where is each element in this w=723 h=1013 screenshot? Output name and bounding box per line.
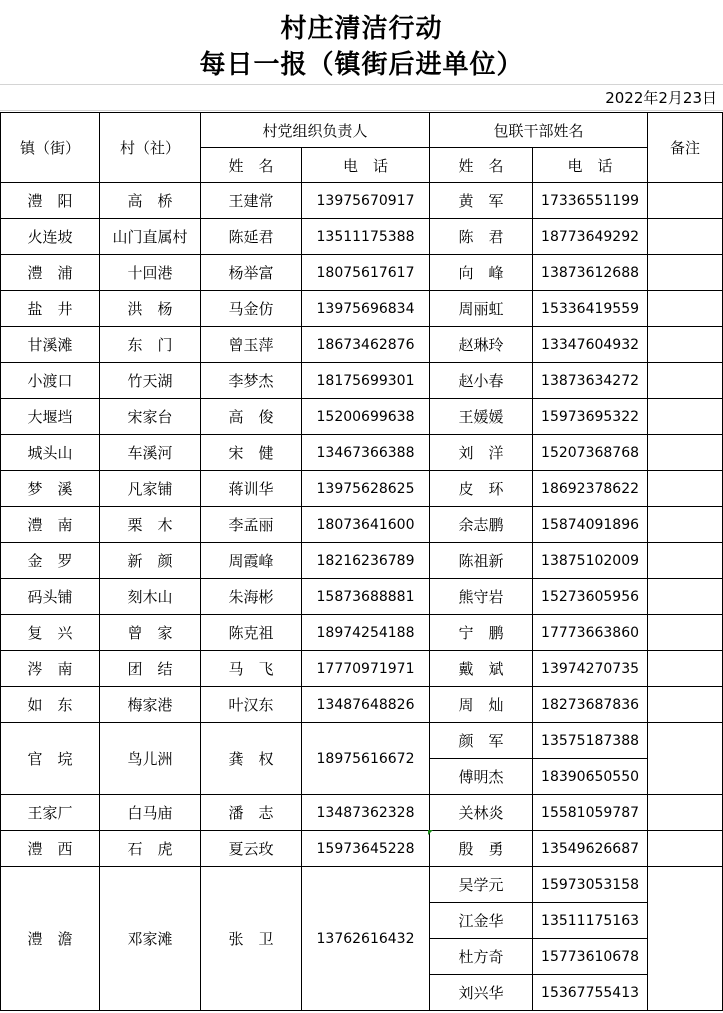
town-cell: 澧 南: [1, 507, 100, 543]
report-table: [0, 112, 723, 1011]
remark-cell: [648, 543, 723, 579]
table-row: [1, 471, 723, 507]
remark-cell: [648, 795, 723, 831]
leader-phone-cell: 18975616672: [302, 723, 430, 795]
cadre-phone-cell: 18273687836: [533, 687, 648, 723]
cadre-name-cell: 黄 军: [430, 183, 533, 219]
village-cell: 白马庙: [100, 795, 201, 831]
remark-cell: [648, 723, 723, 795]
leader-phone-cell: 13762616432: [302, 867, 430, 1011]
leader-phone-cell: 17770971971: [302, 651, 430, 687]
remark-cell: [648, 687, 723, 723]
remark-cell: [648, 831, 723, 867]
title-line-1: 村庄清洁行动: [280, 14, 443, 44]
leader-phone-cell: 13975696834: [302, 291, 430, 327]
village-cell: 高 桥: [100, 183, 201, 219]
cadre-phone-cell: 15874091896: [533, 507, 648, 543]
village-cell: 刻木山: [100, 579, 201, 615]
village-cell: 车溪河: [100, 435, 201, 471]
village-cell: 曾 家: [100, 615, 201, 651]
town-cell: 复 兴: [1, 615, 100, 651]
leader-name-cell: 潘 志: [201, 795, 302, 831]
table-row: [1, 399, 723, 435]
leader-name-cell: 曾玉萍: [201, 327, 302, 363]
town-cell: 甘溪滩: [1, 327, 100, 363]
village-cell: 栗 木: [100, 507, 201, 543]
leader-name-cell: 周霞峰: [201, 543, 302, 579]
cadre-phone-cell: 13875102009: [533, 543, 648, 579]
cadre-phone-cell: 18773649292: [533, 219, 648, 255]
cadre-name-cell: 陈 君: [430, 219, 533, 255]
leader-phone-cell: 15200699638: [302, 399, 430, 435]
leader-name-cell: 王建常: [201, 183, 302, 219]
cadre-phone-cell: 13347604932: [533, 327, 648, 363]
table-row: [1, 291, 723, 327]
leader-name-cell: 杨举富: [201, 255, 302, 291]
leader-name-cell: 高 俊: [201, 399, 302, 435]
leader-name-cell: 龚 权: [201, 723, 302, 795]
table-row: [1, 651, 723, 687]
leader-name-cell: 蒋训华: [201, 471, 302, 507]
cadre-phone-cell: 17773663860: [533, 615, 648, 651]
town-cell: 盐 井: [1, 291, 100, 327]
cadre-name-cell: 杜方奇: [430, 939, 533, 975]
table-row: [1, 723, 723, 759]
remark-cell: [648, 327, 723, 363]
village-cell: 洪 杨: [100, 291, 201, 327]
leader-phone-cell: 13511175388: [302, 219, 430, 255]
header-town: 镇（街）: [1, 113, 100, 183]
leader-name-cell: 宋 健: [201, 435, 302, 471]
village-cell: 鸟儿洲: [100, 723, 201, 795]
header-leader-phone: 电 话: [302, 148, 430, 183]
cadre-phone-cell: 13873634272: [533, 363, 648, 399]
town-cell: 澧 阳: [1, 183, 100, 219]
cadre-phone-cell: 18692378622: [533, 471, 648, 507]
village-cell: 邓家滩: [100, 867, 201, 1011]
leader-phone-cell: 13487362328: [302, 795, 430, 831]
town-cell: 码头铺: [1, 579, 100, 615]
leader-name-cell: 张 卫: [201, 867, 302, 1011]
header-village: 村（社）: [100, 113, 201, 183]
row-divider: [0, 84, 723, 85]
village-cell: 竹天湖: [100, 363, 201, 399]
village-cell: 团 结: [100, 651, 201, 687]
table-row: [1, 255, 723, 291]
cadre-name-cell: 皮 环: [430, 471, 533, 507]
leader-name-cell: 马金仿: [201, 291, 302, 327]
cadre-phone-cell: 13873612688: [533, 255, 648, 291]
village-cell: 东 门: [100, 327, 201, 363]
table-row: [1, 327, 723, 363]
cadre-name-cell: 傅明杰: [430, 759, 533, 795]
village-cell: 梅家港: [100, 687, 201, 723]
cadre-name-cell: 刘兴华: [430, 975, 533, 1011]
cadre-name-cell: 周 灿: [430, 687, 533, 723]
town-cell: 澧 澹: [1, 867, 100, 1011]
header-remark: 备注: [648, 113, 723, 183]
cadre-phone-cell: 15336419559: [533, 291, 648, 327]
town-cell: 官 垸: [1, 723, 100, 795]
table-row: [1, 543, 723, 579]
town-cell: 城头山: [1, 435, 100, 471]
town-cell: 王家厂: [1, 795, 100, 831]
remark-cell: [648, 471, 723, 507]
table-row: [1, 363, 723, 399]
remark-cell: [648, 399, 723, 435]
leader-phone-cell: 13467366388: [302, 435, 430, 471]
town-cell: 澧 浦: [1, 255, 100, 291]
cadre-phone-cell: 15207368768: [533, 435, 648, 471]
village-cell: 山门直属村: [100, 219, 201, 255]
header-cadre-phone: 电 话: [533, 148, 648, 183]
table-row: [1, 435, 723, 471]
title-line-2: 每日一报（镇街后进单位）: [199, 50, 524, 80]
cadre-name-cell: 陈祖新: [430, 543, 533, 579]
remark-cell: [648, 363, 723, 399]
report-date: 2022年2月23日: [605, 89, 717, 107]
cadre-name-cell: 殷 勇: [430, 831, 533, 867]
cadre-name-cell: 熊守岩: [430, 579, 533, 615]
cadre-phone-cell: 15773610678: [533, 939, 648, 975]
remark-cell: [648, 579, 723, 615]
header-leader-name: 姓 名: [201, 148, 302, 183]
remark-cell: [648, 615, 723, 651]
header-cadre-name: 姓 名: [430, 148, 533, 183]
cadre-name-cell: 吴学元: [430, 867, 533, 903]
cadre-phone-cell: 18390650550: [533, 759, 648, 795]
village-cell: 十回港: [100, 255, 201, 291]
table-row: [1, 579, 723, 615]
cadre-name-cell: 关林炎: [430, 795, 533, 831]
cadre-name-cell: 向 峰: [430, 255, 533, 291]
leader-phone-cell: 13975628625: [302, 471, 430, 507]
header-row-1: [1, 113, 723, 148]
village-cell: 新 颜: [100, 543, 201, 579]
leader-phone-cell: 15873688881: [302, 579, 430, 615]
leader-name-cell: 李梦杰: [201, 363, 302, 399]
cadre-phone-cell: 15273605956: [533, 579, 648, 615]
leader-phone-cell: 18175699301: [302, 363, 430, 399]
cadre-phone-cell: 13511175163: [533, 903, 648, 939]
remark-cell: [648, 219, 723, 255]
leader-phone-cell: 13487648826: [302, 687, 430, 723]
cadre-name-cell: 王媛媛: [430, 399, 533, 435]
remark-cell: [648, 867, 723, 1011]
cadre-name-cell: 宁 鹏: [430, 615, 533, 651]
leader-name-cell: 陈延君: [201, 219, 302, 255]
table-row: [1, 615, 723, 651]
cadre-name-cell: 余志鹏: [430, 507, 533, 543]
remark-cell: [648, 291, 723, 327]
cadre-name-cell: 赵琳玲: [430, 327, 533, 363]
cell-comment-marker: [428, 830, 433, 835]
cadre-phone-cell: 15973053158: [533, 867, 648, 903]
village-cell: 宋家台: [100, 399, 201, 435]
cadre-phone-cell: 13974270735: [533, 651, 648, 687]
cadre-name-cell: 赵小春: [430, 363, 533, 399]
leader-phone-cell: 18673462876: [302, 327, 430, 363]
cadre-phone-cell: 15581059787: [533, 795, 648, 831]
table-row: [1, 687, 723, 723]
table-row: [1, 795, 723, 831]
leader-phone-cell: 13975670917: [302, 183, 430, 219]
leader-name-cell: 叶汉东: [201, 687, 302, 723]
leader-name-cell: 马 飞: [201, 651, 302, 687]
cadre-name-cell: 刘 洋: [430, 435, 533, 471]
town-cell: 大堰垱: [1, 399, 100, 435]
cadre-phone-cell: 13549626687: [533, 831, 648, 867]
town-cell: 涔 南: [1, 651, 100, 687]
row-divider: [0, 110, 723, 111]
town-cell: 澧 西: [1, 831, 100, 867]
leader-phone-cell: 15973645228: [302, 831, 430, 867]
remark-cell: [648, 507, 723, 543]
table-row: [1, 507, 723, 543]
town-cell: 小渡口: [1, 363, 100, 399]
remark-cell: [648, 255, 723, 291]
leader-phone-cell: 18073641600: [302, 507, 430, 543]
cadre-name-cell: 江金华: [430, 903, 533, 939]
leader-name-cell: 朱海彬: [201, 579, 302, 615]
table-row: [1, 867, 723, 903]
cadre-phone-cell: 17336551199: [533, 183, 648, 219]
table-row: [1, 831, 723, 867]
table-body: [1, 183, 723, 1011]
table-row: [1, 219, 723, 255]
leader-phone-cell: 18216236789: [302, 543, 430, 579]
leader-name-cell: 夏云玫: [201, 831, 302, 867]
leader-phone-cell: 18075617617: [302, 255, 430, 291]
town-cell: 金 罗: [1, 543, 100, 579]
village-cell: 石 虎: [100, 831, 201, 867]
remark-cell: [648, 435, 723, 471]
remark-cell: [648, 651, 723, 687]
leader-name-cell: 李孟丽: [201, 507, 302, 543]
village-cell: 凡家铺: [100, 471, 201, 507]
header-party-leader: 村党组织负责人: [201, 113, 430, 148]
cadre-phone-cell: 15973695322: [533, 399, 648, 435]
remark-cell: [648, 183, 723, 219]
town-cell: 梦 溪: [1, 471, 100, 507]
leader-name-cell: 陈克祖: [201, 615, 302, 651]
leader-phone-cell: 18974254188: [302, 615, 430, 651]
header-cadre: 包联干部姓名: [430, 113, 648, 148]
cadre-name-cell: 周丽虹: [430, 291, 533, 327]
town-cell: 火连坡: [1, 219, 100, 255]
cadre-phone-cell: 15367755413: [533, 975, 648, 1011]
cadre-name-cell: 颜 军: [430, 723, 533, 759]
cadre-name-cell: 戴 斌: [430, 651, 533, 687]
table-row: [1, 183, 723, 219]
cadre-phone-cell: 13575187388: [533, 723, 648, 759]
town-cell: 如 东: [1, 687, 100, 723]
